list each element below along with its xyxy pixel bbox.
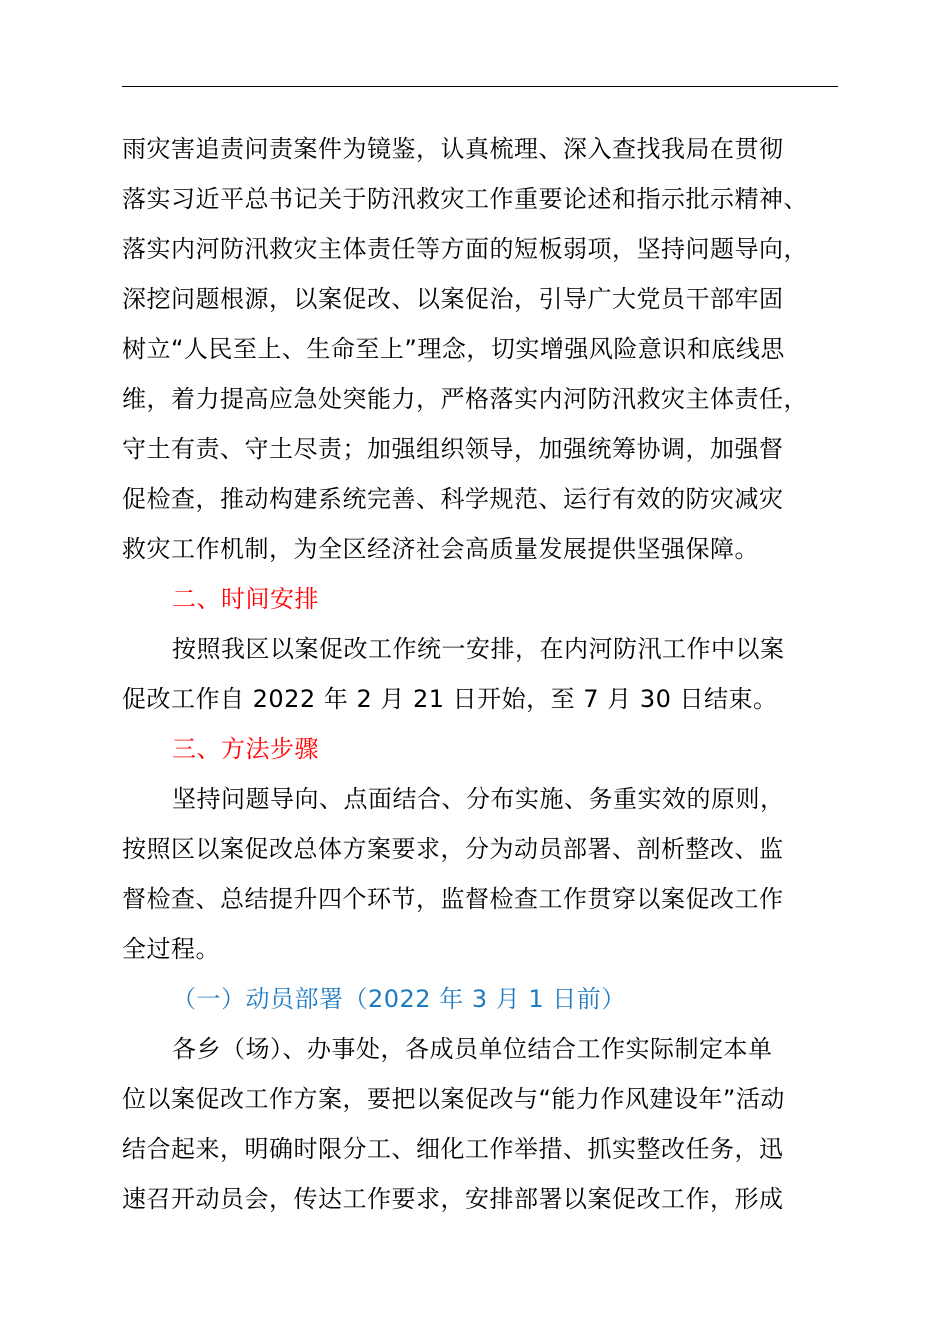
paragraph-methods (122, 774, 862, 974)
text-line: 深挖问题根源，以案促改、以案促治，引导广大党员干部牢固 (122, 285, 784, 313)
text-line: 结合起来，明确时限分工、细化工作举措、抓实整改任务，迅 (122, 1135, 784, 1163)
header-rule (122, 86, 838, 87)
text-line: 按照我区以案促改工作统一安排，在内河防汛工作中以案 (172, 635, 785, 663)
text-line: 守土有责、守土尽责；加强组织领导，加强统筹协调，加强督 (122, 435, 784, 463)
text-line: 全过程。 (122, 935, 220, 963)
subsection-heading-mobilization: （一）动员部署（2022 年 3 月 1 日前） (172, 985, 626, 1013)
text-line: 位以案促改工作方案，要把以案促改与“能力作风建设年”活动 (122, 1085, 785, 1113)
text-line: 速召开动员会，传达工作要求，安排部署以案促改工作，形成 (122, 1185, 784, 1213)
document-body (122, 124, 862, 1224)
text-line: 救灾工作机制，为全区经济社会高质量发展提供坚强保障。 (122, 535, 759, 563)
section-heading-methods: 三、方法步骤 (172, 735, 319, 763)
text-line: 树立“人民至上、生命至上”理念，切实增强风险意识和底线思 (122, 335, 785, 363)
paragraph-mobilization (122, 1024, 862, 1224)
text-line: 落实内河防汛救灾主体责任等方面的短板弱项，坚持问题导向， (122, 235, 808, 263)
text-line: 按照区以案促改总体方案要求，分为动员部署、剖析整改、监 (122, 835, 784, 863)
text-line: 落实习近平总书记关于防汛救灾工作重要论述和指示批示精神、 (122, 185, 808, 213)
text-line: 促检查，推动构建系统完善、科学规范、运行有效的防灾减灾 (122, 485, 784, 513)
text-line: 维，着力提高应急处突能力，严格落实内河防汛救灾主体责任， (122, 385, 808, 413)
text-line: 雨灾害追责问责案件为镜鉴，认真梳理、深入查找我局在贯彻 (122, 135, 784, 163)
section-heading-schedule: 二、时间安排 (172, 585, 319, 613)
text-line: 坚持问题导向、点面结合、分布实施、务重实效的原则， (172, 785, 785, 813)
text-line: 督检查、总结提升四个环节，监督检查工作贯穿以案促改工作 (122, 885, 784, 913)
text-line: 促改工作自 2022 年 2 月 21 日开始，至 7 月 30 日结束。 (122, 685, 778, 713)
paragraph-mission (122, 124, 862, 574)
paragraph-schedule (122, 624, 862, 724)
text-line: 各乡（场）、办事处，各成员单位结合工作实际制定本单 (172, 1035, 773, 1063)
